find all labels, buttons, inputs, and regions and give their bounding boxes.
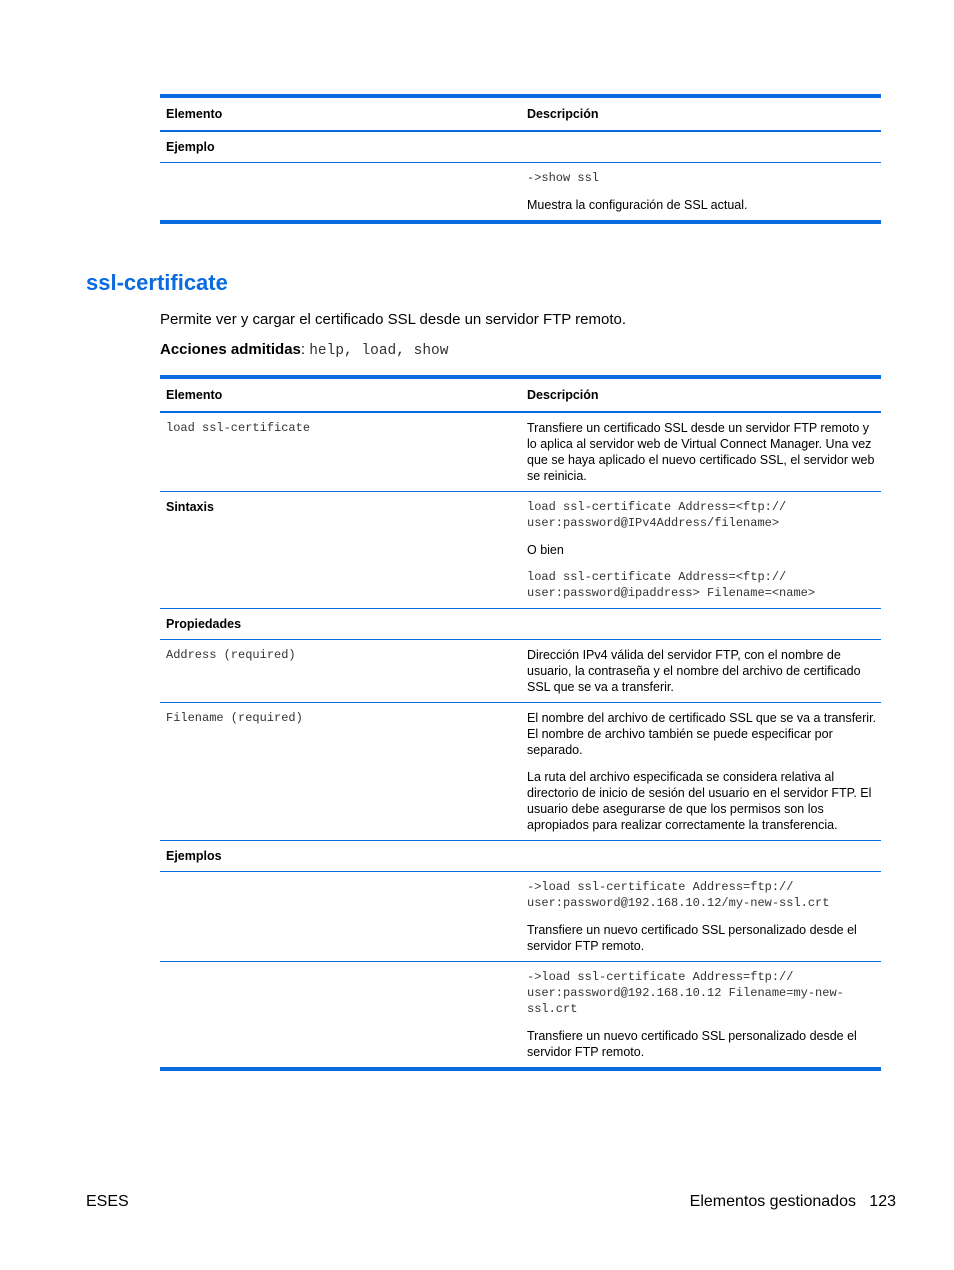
actions-values: help, load, show: [309, 343, 449, 359]
footer-locale: ESES: [86, 1193, 129, 1210]
supported-actions: [160, 340, 448, 360]
section-intro: Permite ver y cargar el certificado SSL desde un servidor FTP remoto.: [160, 311, 627, 328]
header-descripcion: Descripción: [521, 96, 881, 131]
table-ssl-certificate: [160, 375, 881, 1071]
actions-label: Acciones admitidas: [160, 341, 301, 358]
description-text: Transfiere un nuevo certificado SSL personalizado desde el servidor FTP remoto.: [527, 923, 857, 953]
table-example-show-ssl: [160, 94, 881, 224]
row-label-sintaxis: Sintaxis: [160, 492, 521, 609]
row-label-ejemplo: Ejemplo: [160, 131, 521, 163]
table-row: [160, 703, 881, 841]
table-row: [160, 163, 881, 223]
syntax-code-2: load ssl-certificate Address=<ftp:// user:password@ipaddress> Filename=<name>: [527, 570, 816, 600]
footer-page-info: Elementos gestionados 123: [689, 1193, 896, 1210]
table-row: [160, 872, 881, 962]
header-descripcion: Descripción: [521, 377, 881, 412]
property-filename: Filename (required): [166, 711, 303, 725]
table-row: [160, 412, 881, 492]
description-text: Dirección IPv4 válida del servidor FTP, con el nombre de usuario, la contraseña y el nombre del archivo de certificado SSL que se va a transferir.: [527, 648, 861, 694]
description-text: Muestra la configuración de SSL actual.: [527, 198, 748, 212]
table-row: [160, 640, 881, 703]
row-label-propiedades: Propiedades: [160, 609, 521, 640]
example-code-1: ->load ssl-certificate Address=ftp:// user:password@192.168.10.12/my-new-ssl.crt: [527, 880, 830, 910]
table-row: [160, 609, 881, 640]
table-header: [160, 96, 881, 131]
code-show-ssl: ->show ssl: [527, 171, 600, 185]
description-text: El nombre del archivo de certificado SSL que se va a transferir. El nombre de archivo también se puede especificar por separado.: [527, 711, 877, 757]
property-address: Address (required): [166, 648, 296, 662]
section-title: ssl-certificate: [86, 270, 228, 295]
description-text: La ruta del archivo especificada se considera relativa al directorio de inicio de sesión del usuario en el servidor FTP. El usuario debe asegurarse de que los permisos son los apropiados para realizar correctamente la transferencia.: [527, 770, 872, 832]
description-text: Transfiere un nuevo certificado SSL personalizado desde el servidor FTP remoto.: [527, 1029, 857, 1059]
code-load-ssl-certificate: load ssl-certificate: [166, 421, 311, 435]
actions-separator: :: [300, 341, 306, 358]
header-elemento: Elemento: [160, 96, 521, 131]
table-header: [160, 377, 881, 412]
row-label-ejemplos: Ejemplos: [160, 841, 521, 872]
table-row: [160, 492, 881, 609]
example-code-2: ->load ssl-certificate Address=ftp:// user:password@192.168.10.12 Filename=my-new- ssl.crt: [527, 970, 844, 1016]
header-elemento: Elemento: [160, 377, 521, 412]
syntax-code-1: load ssl-certificate Address=<ftp:// user:password@IPv4Address/filename>: [527, 500, 787, 530]
table-row: [160, 131, 881, 163]
table-row: [160, 962, 881, 1070]
syntax-or: O bien: [527, 543, 564, 557]
table-row: [160, 841, 881, 872]
description-text: Transfiere un certificado SSL desde un servidor FTP remoto y lo aplica al servidor web de Virtual Connect Manager. Una vez que se haya aplicado el nuevo certificado SSL, el servidor web se reinicia.: [527, 421, 875, 483]
